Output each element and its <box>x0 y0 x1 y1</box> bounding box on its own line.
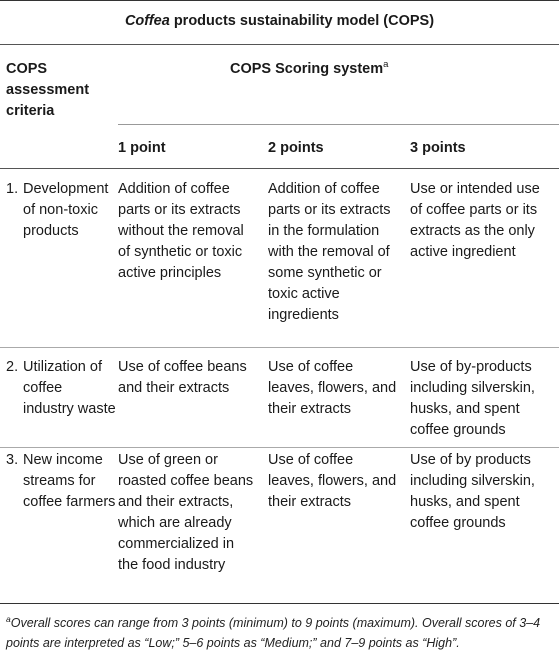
row-criterion: Development of non-toxic products <box>23 181 109 239</box>
scoring-header-footnote-marker: a <box>383 59 389 71</box>
row-criterion: New income streams for coffee farmers <box>23 452 116 510</box>
scoring-header <box>230 59 388 80</box>
title-rest: products sustainability model (COPS) <box>169 13 435 29</box>
title-rule <box>0 44 559 45</box>
scoring-subrule <box>118 124 559 125</box>
column-header-1-point: 1 point <box>118 140 166 156</box>
scoring-header-label: COPS Scoring system <box>230 61 384 77</box>
row-cell-3-points: Use or intended use of coffee parts or its extracts as the only active ingredient <box>410 181 540 260</box>
column-header-3-points: 3 points <box>410 140 466 156</box>
row-cell-2-points: Use of coffee leaves, flowers, and their extracts <box>268 452 397 510</box>
row-number: 2. <box>6 359 19 375</box>
footnote-text: Overall scores can range from 3 points (minimum) to 9 points (maximum). Overall scores of 3–4 points are interpreted as “Low;” 5–6 points as “Medium;” and 7–9 points as “High”. <box>6 616 541 650</box>
row-divider <box>0 347 559 348</box>
title-italic: Coffea <box>124 13 170 29</box>
row-cell-1-point: Use of coffee beans and their extracts <box>118 359 247 396</box>
row-cell-3-points: Use of by-products including silverskin, husks, and spent coffee grounds <box>410 359 535 438</box>
row-cell-2-points: Addition of coffee parts or its extracts in the formulation with the removal of some synthetic or toxic active ingredients <box>268 181 391 323</box>
row-number: 1. <box>6 181 19 197</box>
row-number: 3. <box>6 452 19 468</box>
table-title <box>0 11 559 32</box>
table-footnote <box>6 613 556 653</box>
column-header-2-points: 2 points <box>268 140 324 156</box>
criteria-header: COPS assessment criteria <box>6 61 90 119</box>
bottom-rule <box>0 603 559 604</box>
row-cell-1-point: Addition of coffee parts or its extracts without the removal of synthetic or toxic active principles <box>118 181 244 281</box>
row-divider <box>0 447 559 448</box>
row-cell-3-points: Use of by products including silverskin, husks, and spent coffee grounds <box>410 452 535 531</box>
header-rule <box>0 168 559 169</box>
top-rule <box>0 0 559 1</box>
row-cell-2-points: Use of coffee leaves, flowers, and their extracts <box>268 359 397 417</box>
row-criterion: Utilization of coffee industry waste <box>23 359 116 417</box>
row-cell-1-point: Use of green or roasted coffee beans and their extracts, which are already commercialized in the food industry <box>118 452 254 573</box>
footnote-marker: a <box>6 613 11 624</box>
